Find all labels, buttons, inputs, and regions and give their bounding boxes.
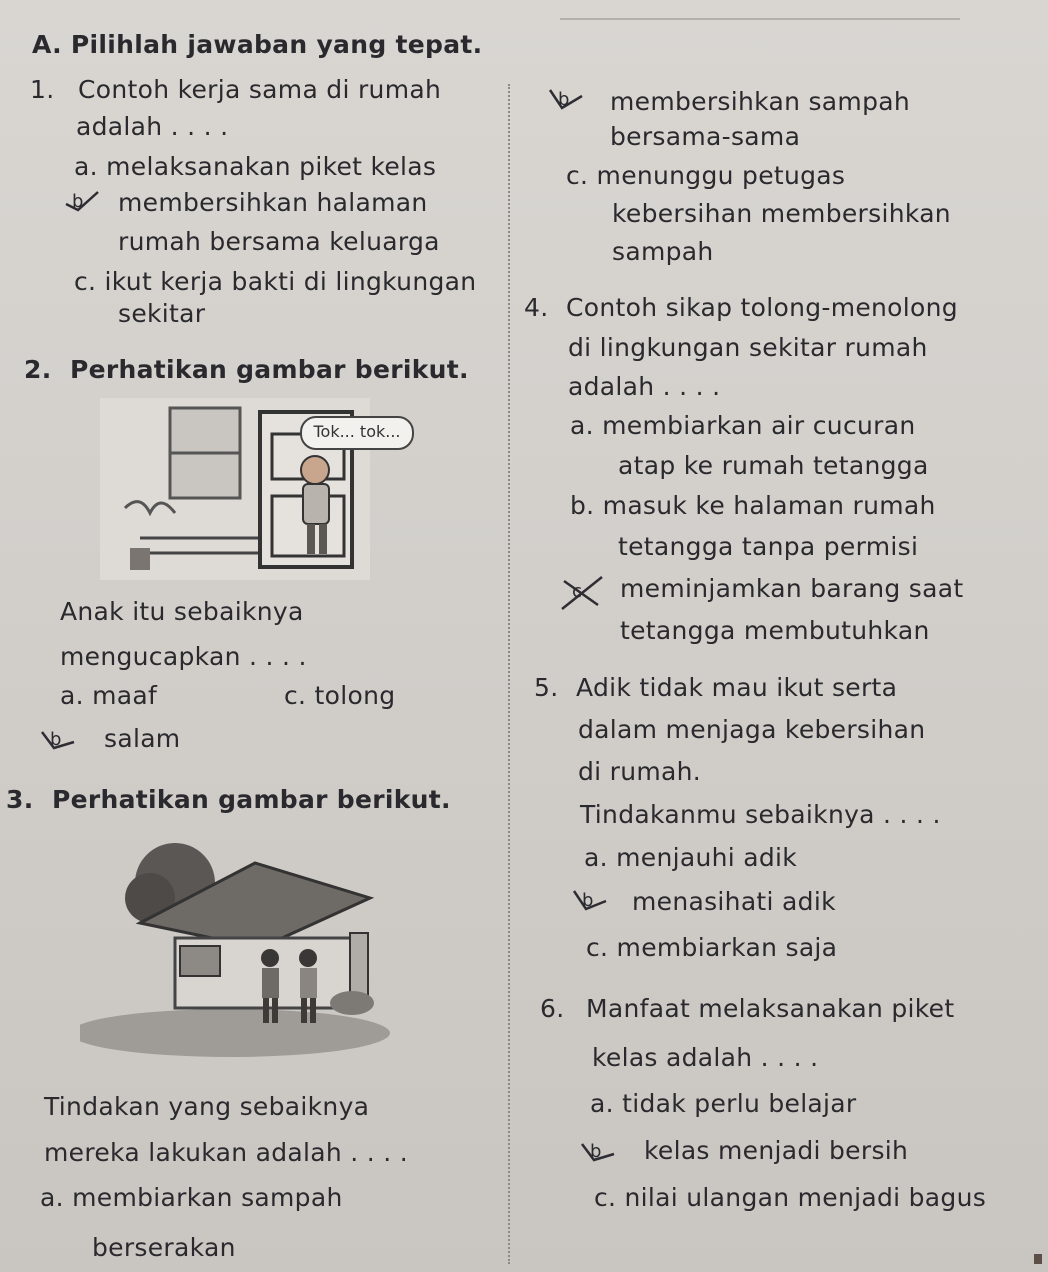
q3-option-b-line1[interactable]: membersihkan sampah: [610, 87, 911, 116]
q1-option-c-line2: sekitar: [118, 299, 206, 328]
q6-option-b[interactable]: kelas menjadi bersih: [644, 1136, 909, 1165]
q5-stem-line3: di rumah.: [578, 757, 702, 786]
q1-stem-line1: Contoh kerja sama di rumah: [78, 75, 442, 104]
q5-stem-line4: Tindakanmu sebaiknya . . . .: [580, 800, 941, 829]
q3-stem-line2: mereka lakukan adalah . . . .: [44, 1138, 409, 1167]
q5-stem-line2: dalam menjaga kebersihan: [578, 715, 926, 744]
q4-option-a-line1[interactable]: a. membiarkan air cucuran: [570, 411, 916, 440]
q3-number: 3.: [6, 785, 34, 814]
speech-bubble: Tok... tok...: [300, 416, 414, 450]
q5-option-b[interactable]: menasihati adik: [632, 887, 836, 916]
q4-stem-line3: adalah . . . .: [568, 372, 721, 401]
q2-stem-line1: Anak itu sebaiknya: [60, 597, 304, 626]
answer-check-icon: [572, 889, 608, 911]
svg-text:b: b: [558, 89, 570, 110]
q4-option-b-line1[interactable]: b. masuk ke halaman rumah: [570, 491, 936, 520]
house-cleanup-illustration: [80, 838, 395, 1058]
q5-option-c[interactable]: c. membiarkan saja: [586, 933, 838, 962]
q5-stem-line1: Adik tidak mau ikut serta: [576, 673, 898, 702]
q6-stem-line2: kelas adalah . . . .: [592, 1043, 819, 1072]
q1-stem-line2: adalah . . . .: [76, 112, 229, 141]
svg-text:c: c: [572, 581, 582, 602]
q1-option-b-line1[interactable]: membersihkan halaman: [118, 188, 428, 217]
q2-number: 2.: [24, 355, 52, 384]
q3-option-a-line1[interactable]: a. membiarkan sampah: [40, 1183, 343, 1212]
q1-number: 1.: [30, 75, 55, 104]
q2-stem-line2: mengucapkan . . . .: [60, 642, 307, 671]
q3-option-c-line3: sampah: [612, 237, 714, 266]
q6-stem-line1: Manfaat melaksanakan piket: [586, 994, 955, 1023]
q6-option-a[interactable]: a. tidak perlu belajar: [590, 1089, 857, 1118]
q3-title: Perhatikan gambar berikut.: [52, 785, 451, 814]
q4-option-b-line2: tetangga tanpa permisi: [618, 532, 919, 561]
answer-check-icon: [64, 190, 100, 212]
answer-check-icon: [40, 728, 76, 750]
svg-text:b: b: [50, 729, 62, 750]
answer-check-icon: [548, 88, 584, 110]
corner-speck: [1034, 1254, 1042, 1264]
svg-text:b: b: [72, 191, 84, 212]
top-rule: [560, 18, 960, 20]
q3-option-b-line2: bersama-sama: [610, 122, 801, 151]
q2-option-a[interactable]: a. maaf: [60, 681, 158, 710]
q3-option-a-line2: berserakan: [92, 1233, 236, 1262]
answer-check-icon: [580, 1140, 616, 1162]
q6-number: 6.: [540, 994, 565, 1023]
q1-option-b-line2: rumah bersama keluarga: [118, 227, 440, 256]
q2-title: Perhatikan gambar berikut.: [70, 355, 469, 384]
q3-option-c-line2: kebersihan membersihkan: [612, 199, 951, 228]
section-title: A. Pilihlah jawaban yang tepat.: [32, 30, 483, 59]
q3-stem-line1: Tindakan yang sebaiknya: [44, 1092, 370, 1121]
q5-option-a[interactable]: a. menjauhi adik: [584, 843, 798, 872]
q6-option-c[interactable]: c. nilai ulangan menjadi bagus: [594, 1183, 987, 1212]
q4-option-a-line2: atap ke rumah tetangga: [618, 451, 929, 480]
q1-option-c-line1[interactable]: c. ikut kerja bakti di lingkungan: [74, 267, 477, 296]
q2-option-c[interactable]: c. tolong: [284, 681, 396, 710]
q2-option-b[interactable]: salam: [104, 724, 181, 753]
q4-number: 4.: [524, 293, 549, 322]
q4-stem-line2: di lingkungan sekitar rumah: [568, 333, 928, 362]
q1-option-a[interactable]: a. melaksanakan piket kelas: [74, 152, 437, 181]
svg-text:b: b: [590, 1141, 602, 1162]
column-divider: [508, 84, 510, 1264]
q4-option-c-line2: tetangga membutuhkan: [620, 616, 930, 645]
q3-option-c-line1[interactable]: c. menunggu petugas: [566, 161, 846, 190]
answer-cross-icon: [558, 575, 606, 611]
q4-option-c-line1[interactable]: meminjamkan barang saat: [620, 574, 964, 603]
q5-number: 5.: [534, 673, 559, 702]
svg-text:b: b: [582, 890, 594, 911]
q4-stem-line1: Contoh sikap tolong-menolong: [566, 293, 958, 322]
